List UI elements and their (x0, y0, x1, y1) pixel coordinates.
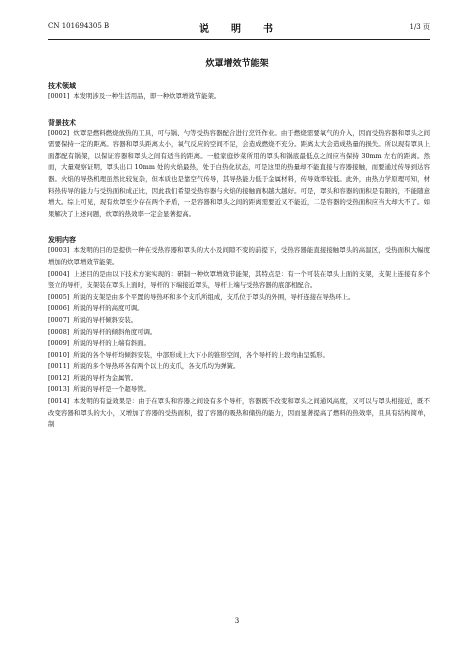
paragraph-number: [0010] (48, 350, 70, 359)
paragraph-number: [0008] (48, 327, 70, 336)
paragraph (48, 373, 430, 385)
paragraph-text: 上述目的是由以下技术方案实现的：研制一种炊罩增效节能架，其特点是：有一个可装在罩头上面的支架，支架上连接有多个竖立的导杆，支架装在罩头上面时，导杆的下端接近罩头，导杆上端与受热容器的底部相配合。 (48, 269, 430, 290)
paragraph-text: 所说的导杆倾斜安装。 (73, 315, 138, 324)
paragraph-number: [0003] (48, 246, 70, 255)
page-indicator: 1/3 页 (409, 23, 430, 31)
paragraph-number: [0006] (48, 304, 70, 313)
paragraph (48, 303, 430, 315)
paragraph (48, 350, 430, 362)
paragraph (48, 327, 430, 339)
paragraph-text: 所说的导杆的倾斜角度可调。 (73, 327, 157, 336)
paragraph (48, 292, 430, 304)
paragraph (48, 396, 430, 431)
paragraph (48, 245, 430, 268)
paragraph-number: [0001] (48, 92, 70, 100)
document-id: CN 101694305 B (48, 22, 110, 30)
paragraph (48, 384, 430, 396)
paragraph-text: 所说的各个导杆均倾斜安装，中部形成上大下小的锥形空间，各个导杆的上段弯曲呈弧形。 (73, 350, 329, 359)
paragraph-number: [0012] (48, 373, 70, 382)
paragraph (48, 269, 430, 292)
paragraph-text: 本发明的有益效果是：由于在罩头和容器之间设有多个导杆，容器既不改变和罩头之间通风高度，又可以与罩头相接近，既不改变容器和罩头的大小，又增加了容器的受热面积，提了容器的吸热和储热的能力，因而显著提高了燃料的热效率，且具有结构简单，制 (48, 397, 430, 429)
header-rule (48, 39, 430, 40)
paragraph-text: 所说的导杆是一个超导管。 (73, 385, 150, 394)
paragraph-text: 本发明涉及一种生活用品，即一种炊罩增效节能架。 (73, 92, 221, 100)
paragraph-text: 炊罩是燃料燃烧放热的工具，可与锅、勺等受热容器配合进行烹饪作业。由于燃烧需要氧气的介入，因而受热容器和罩头之间需要保持一定的距离。容器和罩头距离太小，氧气反应的空间不足，会造成燃烧不充分。距离太大会造成热量的损失。所以现有罩具上面都配有锅架，以保证容器和罩头之间有适当的距离。一般家庭炒菜所用的罩头和锅底最低点之间应当保持 30mm 左右的距离。然而，大量观察证明，罩头出口 10mm 处的火焰最热，处于白热化状态，可是这里的热量却不能直接与容器接触，而要通过传导到达容器。火焰的导热机理虽然比较复杂，但本质也是靠空气传导，其导热能力低于金属材料，传导效率较低。此外，由热力学原理可知，材料热传导的能力与受热面积成正比，因此我们希望受热容器与火焰的接触面积越大越好。可是，罩头和容器的面积是有限的，不能随意增大。综上可见，现有炊罩至少存在两个矛盾，一是容器和罩头之间的距离需要近又不能近，二是容器的受热面积应当大却大不了。如果解决了上述问题，炊罩的热效率一定会显著提高。 (48, 128, 430, 218)
section-heading: 技术领域 (48, 81, 76, 90)
section-heading: 背景技术 (48, 117, 76, 127)
paragraph-number: [0002] (48, 128, 70, 137)
paragraph-number: [0011] (48, 362, 70, 371)
section-heading: 发明内容 (48, 235, 76, 245)
paragraph-number: [0004] (48, 269, 70, 278)
paragraph-number: [0007] (48, 315, 70, 324)
document-type: 说 明 书 (199, 24, 279, 35)
paragraph-text: 所说的导杆的高度可调。 (73, 304, 144, 313)
document-title: 炊罩增效节能架 (205, 59, 269, 69)
paragraph (48, 91, 430, 103)
paragraph-text: 本发明的目的是提供一种在受热容器和罩头的大小及间隙不变的前提下，受热容器能直接接触罩头的高温区，受热面积大幅度增加的炊罩增效节能架。 (48, 246, 430, 266)
page-number: 3 (234, 617, 240, 625)
document-body (48, 80, 430, 431)
paragraph-number: [0014] (48, 397, 70, 406)
paragraph (48, 361, 430, 373)
paragraph-text: 所说的多个导热环各有两个以上的支爪，各支爪均为弹簧。 (73, 362, 240, 371)
paragraph (48, 315, 430, 327)
paragraph-text: 所说的支架是由多个平置的导热环和多个支爪所组成，支爪位于罩头的外围，导杆连接在导热环上。 (73, 292, 355, 301)
paragraph-text: 所说的导杆为金属管。 (73, 373, 138, 382)
paragraph-number: [0013] (48, 385, 70, 394)
paragraph (48, 128, 430, 221)
paragraph (48, 338, 430, 350)
paragraph-text: 所说的导杆的上端有斜面。 (73, 339, 150, 348)
page-header (48, 22, 430, 38)
paragraph-number: [0009] (48, 339, 70, 348)
paragraph-number: [0005] (48, 292, 70, 301)
